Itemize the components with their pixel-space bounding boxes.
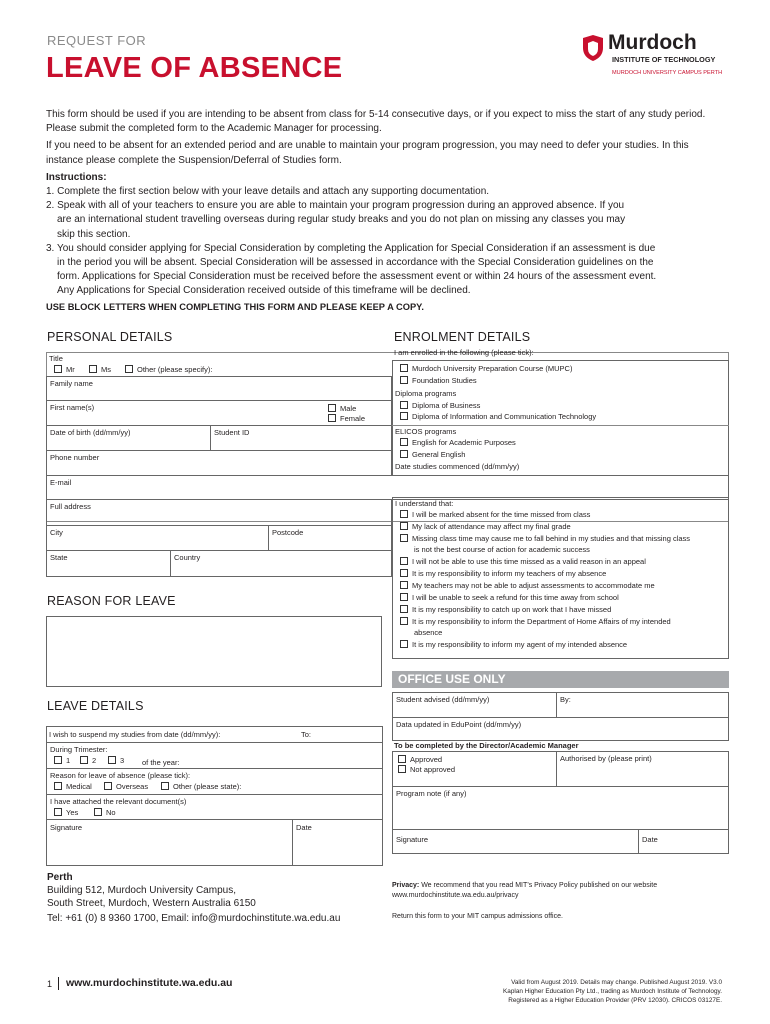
validity-line-3: Registered as a Higher Education Provider (PRV 12030). CRICOS 03127E. bbox=[508, 997, 722, 1004]
understand-item[interactable] bbox=[400, 640, 627, 649]
understand-item[interactable] bbox=[400, 557, 646, 566]
to-label: To: bbox=[301, 730, 312, 739]
understand-checkbox[interactable] bbox=[400, 593, 408, 601]
trimester-3-checkbox[interactable] bbox=[108, 756, 116, 764]
address-line-1: Building 512, Murdoch University Campus, bbox=[47, 885, 236, 896]
mupc-label: Murdoch University Preparation Course (MUPC) bbox=[412, 364, 573, 373]
understand-checkbox[interactable] bbox=[400, 581, 408, 589]
trimester-1-option[interactable] bbox=[54, 756, 70, 765]
title-mr-option[interactable] bbox=[54, 365, 75, 374]
instruction-3-cont: Any Applications for Special Consideration received outside of this timeframe will be declined. bbox=[57, 285, 471, 297]
instruction-2: 2. Speak with all of your teachers to ensure you are able to maintain your program progression during an approved absence. If you bbox=[46, 200, 625, 212]
no-checkbox[interactable] bbox=[94, 808, 102, 816]
instruction-3: 3. You should consider applying for Special Consideration by completing the Application for Special Consideration if an assessment is due bbox=[46, 242, 656, 254]
yes-option[interactable] bbox=[54, 808, 78, 817]
title-ms-option[interactable] bbox=[89, 365, 111, 374]
office-signature-label: Signature bbox=[396, 835, 429, 844]
family-name-field[interactable] bbox=[46, 376, 392, 401]
privacy-text: We recommend that you read MIT’s Privacy Policy published on our website bbox=[419, 882, 658, 889]
understand-checkbox[interactable] bbox=[400, 522, 408, 530]
understand-item-label: Missing class time may cause me to fall behind in my studies and that missing class bbox=[412, 534, 691, 543]
approved-label: Approved bbox=[410, 755, 443, 764]
understand-checkbox[interactable] bbox=[400, 640, 408, 648]
female-checkbox[interactable] bbox=[328, 414, 336, 422]
dob-field[interactable] bbox=[46, 425, 211, 451]
not-approved-checkbox[interactable] bbox=[398, 765, 406, 773]
understand-item-label: My lack of attendance may affect my final grade bbox=[412, 522, 571, 531]
understand-item-cont: absence bbox=[414, 628, 443, 637]
office-signature-field[interactable] bbox=[392, 829, 639, 854]
female-option[interactable] bbox=[328, 414, 365, 423]
student-id-field[interactable] bbox=[210, 425, 392, 451]
instruction-2-cont: are an international student travelling overseas during regular study breaks and you do not plan on missing any classes you may bbox=[57, 214, 626, 226]
understand-item-label: It is my responsibility to catch up on work that I have missed bbox=[412, 605, 612, 614]
leave-signature-label: Signature bbox=[50, 823, 83, 832]
general-english-option[interactable] bbox=[400, 450, 465, 459]
date-commenced-field[interactable]: Date studies commenced (dd/mm/yy) bbox=[395, 462, 520, 471]
footer-website-link[interactable]: www.murdochinstitute.wa.edu.au bbox=[66, 977, 233, 989]
email-label: E-mail bbox=[50, 478, 72, 487]
other-reason-label: Other (please state): bbox=[173, 782, 242, 791]
instruction-2-cont: skip this section. bbox=[57, 228, 131, 240]
intro-paragraph-2: If you need to be absent for an extended period and are unable to maintain your program progression, you may need to defer your studies. In this instance please complete the Suspension/Deferral of Studies form. bbox=[46, 140, 689, 166]
foundation-option[interactable] bbox=[400, 376, 477, 385]
approved-checkbox[interactable] bbox=[398, 755, 406, 763]
state-label: State bbox=[50, 553, 68, 562]
male-option[interactable] bbox=[328, 404, 356, 413]
title-label: Title bbox=[49, 354, 63, 363]
mupc-option[interactable] bbox=[400, 364, 572, 373]
footer-divider bbox=[58, 977, 59, 990]
understand-item-label: It is my responsibility to inform the Department of Home Affairs of my intended bbox=[412, 617, 671, 626]
intro-paragraph-1: This form should be used if you are intending to be absent from class for 5-14 consecutive days, or if you expect to miss the start of any study period. Please submit the completed form to the Academic Manager for processing. bbox=[46, 109, 706, 135]
female-label: Female bbox=[340, 414, 366, 423]
reason-textarea[interactable] bbox=[46, 616, 382, 687]
edupoint-label: Data updated in EduPoint (dd/mm/yy) bbox=[396, 720, 522, 729]
understand-item-label: I will be unable to seek a refund for this time away from school bbox=[412, 593, 619, 602]
trimester-2-label: 2 bbox=[92, 756, 97, 765]
understand-item-label: I will not be able to use this time missed as a valid reason in an appeal bbox=[412, 557, 646, 566]
medical-label: Medical bbox=[66, 782, 92, 791]
dip-business-option[interactable] bbox=[400, 401, 480, 410]
eap-label: English for Academic Purposes bbox=[412, 438, 516, 447]
postcode-label: Postcode bbox=[272, 528, 304, 537]
director-heading: To be completed by the Director/Academic Manager bbox=[394, 741, 579, 750]
other-checkbox[interactable] bbox=[125, 365, 133, 373]
phone-label: Phone number bbox=[50, 453, 100, 462]
instructions-heading: Instructions: bbox=[46, 171, 107, 183]
foundation-checkbox[interactable] bbox=[400, 376, 408, 384]
other-label: Other (please specify): bbox=[137, 365, 213, 374]
diploma-programs-label: Diploma programs bbox=[395, 389, 457, 398]
suspend-from-label: I wish to suspend my studies from date (dd/mm/yy): bbox=[49, 730, 221, 739]
suspend-from-field[interactable] bbox=[46, 726, 300, 742]
by-label: By: bbox=[560, 695, 571, 704]
understand-item[interactable] bbox=[400, 593, 619, 602]
leave-date-label: Date bbox=[296, 823, 312, 832]
understand-item-label: It is my responsibility to inform my agent of my intended absence bbox=[412, 640, 628, 649]
perth-heading: Perth bbox=[47, 872, 73, 883]
enrolment-details-heading: ENROLMENT DETAILS bbox=[394, 330, 531, 344]
understand-item-label: It is my responsibility to inform my teachers of my absence bbox=[412, 569, 607, 578]
trimester-3-label: 3 bbox=[120, 756, 125, 765]
title-other-option[interactable] bbox=[125, 365, 212, 374]
program-note-field[interactable] bbox=[392, 786, 729, 830]
understand-checkbox[interactable] bbox=[400, 605, 408, 613]
mr-checkbox[interactable] bbox=[54, 365, 62, 373]
logo-sub: INSTITUTE OF TECHNOLOGY bbox=[612, 55, 716, 64]
form-title: LEAVE OF ABSENCE bbox=[46, 52, 343, 84]
understand-item[interactable] bbox=[400, 510, 590, 519]
dip-business-checkbox[interactable] bbox=[400, 401, 408, 409]
country-label: Country bbox=[174, 553, 201, 562]
understand-checkbox[interactable] bbox=[400, 510, 408, 518]
yes-checkbox[interactable] bbox=[54, 808, 62, 816]
trimester-2-checkbox[interactable] bbox=[80, 756, 88, 764]
shield-logo-icon bbox=[582, 35, 604, 61]
murdoch-logo bbox=[582, 31, 727, 80]
not-approved-label: Not approved bbox=[410, 765, 456, 774]
attached-docs-label: I have attached the relevant document(s) bbox=[50, 797, 187, 806]
dip-ict-option[interactable] bbox=[400, 412, 596, 421]
understand-checkbox[interactable] bbox=[400, 569, 408, 577]
validity-line-1: Valid from August 2019. Details may change. Published August 2019. V3.0 bbox=[511, 979, 722, 986]
to-field[interactable] bbox=[298, 726, 383, 742]
dob-label: Date of birth (dd/mm/yy) bbox=[50, 428, 131, 437]
understand-item[interactable] bbox=[400, 522, 571, 531]
understand-item[interactable] bbox=[400, 569, 606, 578]
general-english-checkbox[interactable] bbox=[400, 450, 408, 458]
country-field[interactable] bbox=[170, 550, 392, 577]
program-note-label: Program note (if any) bbox=[396, 789, 467, 798]
understand-item-label: I will be marked absent for the time missed from class bbox=[412, 510, 591, 519]
trimester-3-option[interactable] bbox=[108, 756, 124, 765]
dip-ict-checkbox[interactable] bbox=[400, 412, 408, 420]
ms-label: Ms bbox=[101, 365, 111, 374]
understand-item[interactable] bbox=[400, 534, 690, 543]
reason-heading: REASON FOR LEAVE bbox=[47, 594, 176, 608]
family-name-label: Family name bbox=[50, 379, 93, 388]
overseas-option[interactable] bbox=[104, 782, 148, 791]
trimester-1-label: 1 bbox=[66, 756, 71, 765]
city-field[interactable] bbox=[46, 525, 269, 551]
understand-checkbox[interactable] bbox=[400, 557, 408, 565]
logo-name: Murdoch bbox=[608, 31, 697, 54]
dip-ict-label: Diploma of Information and Communication Technology bbox=[412, 412, 597, 421]
foundation-label: Foundation Studies bbox=[412, 376, 477, 385]
yes-label: Yes bbox=[66, 808, 79, 817]
enrolled-in-label: I am enrolled in the following (please tick): bbox=[394, 348, 534, 357]
understand-item[interactable] bbox=[400, 617, 671, 626]
by-field[interactable] bbox=[556, 692, 729, 718]
eap-checkbox[interactable] bbox=[400, 438, 408, 446]
address-line-2: South Street, Murdoch, Western Australia 6150 bbox=[47, 898, 256, 909]
student-id-label: Student ID bbox=[214, 428, 250, 437]
block-letters-note: USE BLOCK LETTERS WHEN COMPLETING THIS FORM AND PLEASE KEEP A COPY. bbox=[46, 301, 424, 312]
mr-label: Mr bbox=[66, 365, 75, 374]
eap-option[interactable] bbox=[400, 438, 516, 447]
office-use-banner bbox=[392, 671, 729, 688]
no-label: No bbox=[106, 808, 116, 817]
dip-business-label: Diploma of Business bbox=[412, 401, 481, 410]
state-field[interactable] bbox=[46, 550, 171, 577]
privacy-label: Privacy: bbox=[392, 882, 420, 889]
during-trimester-label: During Trimester: bbox=[50, 745, 108, 754]
office-date-field[interactable] bbox=[638, 829, 729, 854]
privacy-url-link[interactable]: www.murdochinstitute.wa.edu.au/privacy bbox=[392, 892, 519, 899]
logo-campus: MURDOCH UNIVERSITY CAMPUS PERTH bbox=[612, 70, 723, 76]
trimester-2-option[interactable] bbox=[80, 756, 96, 765]
student-advised-field[interactable] bbox=[392, 692, 557, 718]
no-option[interactable] bbox=[94, 808, 116, 817]
student-advised-label: Student advised (dd/mm/yy) bbox=[396, 695, 490, 704]
first-names-label: First name(s) bbox=[50, 403, 95, 412]
understand-item-cont: is not the best course of action for academic success bbox=[414, 545, 590, 554]
personal-details-heading: PERSONAL DETAILS bbox=[47, 330, 173, 344]
instruction-3-cont: in the period you will be absent. Special Consideration will be assessed in accordance with the Special Consideration guidelines on the bbox=[57, 257, 654, 269]
instruction-1: 1. Complete the first section below with your leave details and attach any supporting documentation. bbox=[46, 186, 490, 198]
general-english-label: General English bbox=[412, 450, 466, 459]
return-note: Return this form to your MIT campus admissions office. bbox=[392, 913, 563, 920]
approved-option[interactable] bbox=[398, 755, 442, 764]
ms-checkbox[interactable] bbox=[89, 365, 97, 373]
other-reason-option[interactable] bbox=[161, 782, 241, 791]
edupoint-field[interactable] bbox=[392, 717, 729, 741]
medical-option[interactable] bbox=[54, 782, 92, 791]
overseas-checkbox[interactable] bbox=[104, 782, 112, 790]
of-year-field[interactable]: of the year: bbox=[142, 758, 180, 767]
understand-checkbox[interactable] bbox=[400, 534, 408, 542]
postcode-field[interactable] bbox=[268, 525, 392, 551]
elicos-label: ELICOS programs bbox=[395, 427, 457, 436]
instruction-3-cont: form. Applications for Special Consideration must be received before the assessment event or within 24 hours of the assessment event. bbox=[57, 271, 657, 283]
understand-item[interactable] bbox=[400, 605, 611, 614]
contact-line: Tel: +61 (0) 8 9360 1700, Email: info@murdochinstitute.wa.edu.au bbox=[47, 913, 341, 924]
trimester-1-checkbox[interactable] bbox=[54, 756, 62, 764]
validity-note bbox=[420, 978, 722, 1005]
authorised-by-field[interactable] bbox=[556, 751, 729, 787]
phone-field[interactable] bbox=[46, 450, 392, 476]
form-kicker: REQUEST FOR bbox=[47, 33, 147, 48]
privacy-note bbox=[392, 882, 732, 889]
page-number: 1 bbox=[47, 979, 53, 989]
validity-line-2: Kaplan Higher Education Pty Ltd., trading as Murdoch Institute of Technology. bbox=[503, 988, 722, 995]
other-reason-checkbox[interactable] bbox=[161, 782, 169, 790]
office-use-heading: OFFICE USE ONLY bbox=[398, 672, 506, 686]
leave-date-field[interactable] bbox=[292, 819, 383, 866]
city-label: City bbox=[50, 528, 63, 537]
mupc-checkbox[interactable] bbox=[400, 364, 408, 372]
reason-tick-label: Reason for leave of absence (please tick): bbox=[50, 771, 191, 780]
understand-heading: I understand that: bbox=[395, 499, 454, 508]
understand-checkbox[interactable] bbox=[400, 617, 408, 625]
male-checkbox[interactable] bbox=[328, 404, 336, 412]
leave-details-heading: LEAVE DETAILS bbox=[47, 699, 144, 713]
leave-signature-field[interactable] bbox=[46, 819, 293, 866]
address-field[interactable] bbox=[46, 499, 392, 526]
authorised-by-label: Authorised by (please print) bbox=[560, 754, 652, 763]
address-label: Full address bbox=[50, 502, 91, 511]
office-date-label: Date bbox=[642, 835, 658, 844]
male-label: Male bbox=[340, 404, 357, 413]
medical-checkbox[interactable] bbox=[54, 782, 62, 790]
overseas-label: Overseas bbox=[116, 782, 149, 791]
understand-item-label: My teachers may not be able to adjust assessments to accommodate me bbox=[412, 581, 655, 590]
understand-item[interactable] bbox=[400, 581, 655, 590]
not-approved-option[interactable] bbox=[398, 765, 455, 774]
